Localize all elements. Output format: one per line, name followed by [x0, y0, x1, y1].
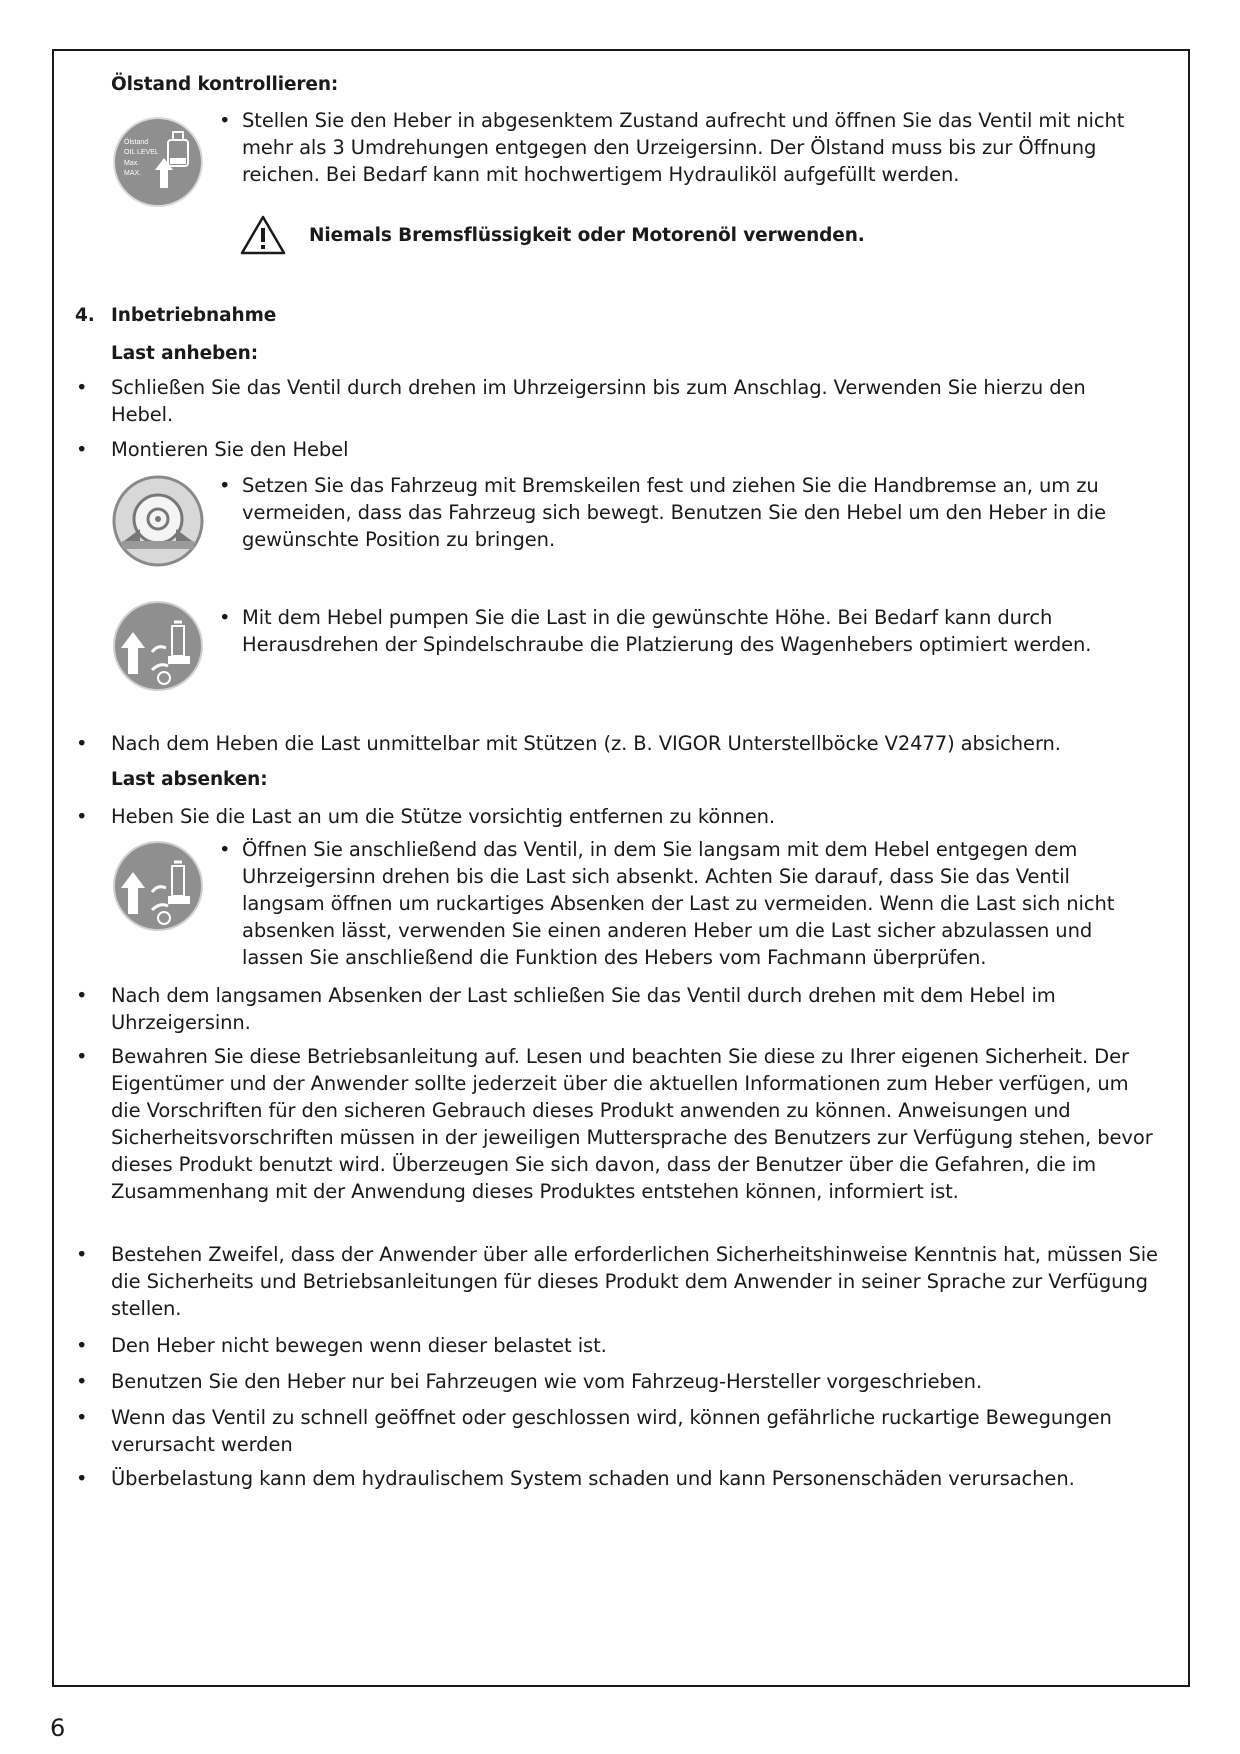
bullet: • [76, 376, 88, 399]
lower-sub-1: Öffnen Sie anschließend das Ventil, in dem Sie langsam mit dem Hebel entgegen dem Uhrzeigersinn drehen bis die Last sich absenkt. Achten Sie darauf, dass Sie das Ventil langsam öffnen um ruckartiges Absenken der Last zu vermeiden. Wenn die Last sich nicht absenken lässt, verwenden Sie einen anderen Heber um die Last sicher abzulassen und lassen Sie anschließend die Funktion des Hebers vom Fachmann überprüfen. [242, 838, 1115, 969]
lower-bullet-3: Bewahren Sie diese Betriebsanleitung auf. Lesen und beachten Sie diese zu Ihrer eigenen Sicherheit. Der Eigentümer und der Anwender sollte jederzeit über die aktuellen Informationen zum Heber verfügen, um die Vorschriften für den sicheren Gebrauch dieses Produkt anwenden zu können. Anweisungen und Sicherheitsvorschriften müssen in der jeweiligen Muttersprache des Benutzers zur Verfügung stehen, bevor dieses Produkt benutzt wird. Überzeugen Sie sich davon, dass der Benutzer über die Gefahren, die im Zusammenhang mit der Anwendung dieses Produktes entstehen können, informiert ist. [111, 1045, 1153, 1203]
lift-heading: Last anheben: [111, 343, 258, 364]
bullet: • [76, 1045, 88, 1068]
oil-check-heading: Ölstand kontrollieren: [111, 74, 339, 95]
bullet: • [219, 109, 231, 132]
section-number: 4. [75, 305, 95, 326]
bullet: • [76, 1467, 88, 1490]
oil-level-icon [112, 116, 204, 208]
oil-icon-label-4: MAX. [124, 170, 142, 177]
pump-lever-icon [112, 600, 204, 692]
oil-icon-label-2: OIL LEVEL [124, 149, 159, 156]
lower-bullet-2: Nach dem langsamen Absenken der Last schließen Sie das Ventil durch drehen mit dem Hebel im Uhrzeigersinn. [111, 984, 1056, 1034]
oil-icon-label-1: Ölstand [124, 139, 149, 146]
bullet: • [76, 1334, 88, 1357]
bullet: • [76, 732, 88, 755]
bullet: • [76, 805, 88, 828]
oil-check-text: Stellen Sie den Heber in abgesenktem Zustand aufrecht und öffnen Sie das Ventil mit nicht mehr als 3 Umdrehungen entgegen den Urzeigersinn. Der Ölstand muss bis zur Öffnung reichen. Bei Bedarf kann mit hochwertigem Hydrauliköl aufgefüllt werden. [242, 109, 1125, 186]
page-number: 6 [50, 1714, 66, 1742]
bullet: • [76, 1370, 88, 1393]
lower-bullet-1: Heben Sie die Last an um die Stütze vorsichtig entfernen zu können. [111, 805, 776, 828]
section-heading: Inbetriebnahme [111, 305, 277, 326]
bullet: • [76, 438, 88, 461]
wheel-chock-icon [112, 475, 204, 567]
warning-triangle-icon [240, 215, 286, 255]
lower-bullet-7: Wenn das Ventil zu schnell geöffnet oder geschlossen wird, können gefährliche ruckartige Bewegungen verursacht werden [111, 1406, 1112, 1456]
oil-icon-label-3: Max. [124, 160, 140, 167]
lift-bullet-3: Nach dem Heben die Last unmittelbar mit Stützen (z. B. VIGOR Unterstellböcke V2477) absichern. [111, 732, 1061, 755]
lift-sub-2: Mit dem Hebel pumpen Sie die Last in die gewünschte Höhe. Bei Bedarf kann durch Herausdrehen der Spindelschraube die Platzierung des Wagenhebers optimiert werden. [242, 606, 1092, 656]
lift-bullet-1: Schließen Sie das Ventil durch drehen im Uhrzeigersinn bis zum Anschlag. Verwenden Sie hierzu den Hebel. [111, 376, 1086, 426]
bullet: • [76, 1243, 88, 1266]
lower-bullet-4: Bestehen Zweifel, dass der Anwender über alle erforderlichen Sicherheitshinweise Kenntnis hat, müssen Sie die Sicherheits und Betriebsanleitungen für dieses Produkt dem Anwender in seiner Sprache zur Verfügung stellen. [111, 1243, 1158, 1320]
lift-bullet-2: Montieren Sie den Hebel [111, 438, 349, 461]
lower-bullet-8: Überbelastung kann dem hydraulischem System schaden und kann Personenschäden verursachen. [111, 1467, 1075, 1490]
bullet: • [219, 606, 231, 629]
bullet: • [219, 474, 231, 497]
oil-warning: Niemals Bremsflüssigkeit oder Motorenöl verwenden. [309, 225, 865, 246]
bullet: • [76, 984, 88, 1007]
lift-sub-1: Setzen Sie das Fahrzeug mit Bremskeilen fest und ziehen Sie die Handbremse an, um zu vermeiden, dass das Fahrzeug sich bewegt. Benutzen Sie den Hebel um den Heber in die gewünschte Position zu bringen. [242, 474, 1107, 551]
lower-bullet-6: Benutzen Sie den Heber nur bei Fahrzeugen wie vom Fahrzeug-Hersteller vorgeschrieben. [111, 1370, 983, 1393]
lower-bullet-5: Den Heber nicht bewegen wenn dieser belastet ist. [111, 1334, 607, 1357]
bullet: • [76, 1406, 88, 1429]
bullet: • [219, 838, 231, 861]
release-valve-icon [112, 840, 204, 932]
lower-heading: Last absenken: [111, 769, 268, 790]
